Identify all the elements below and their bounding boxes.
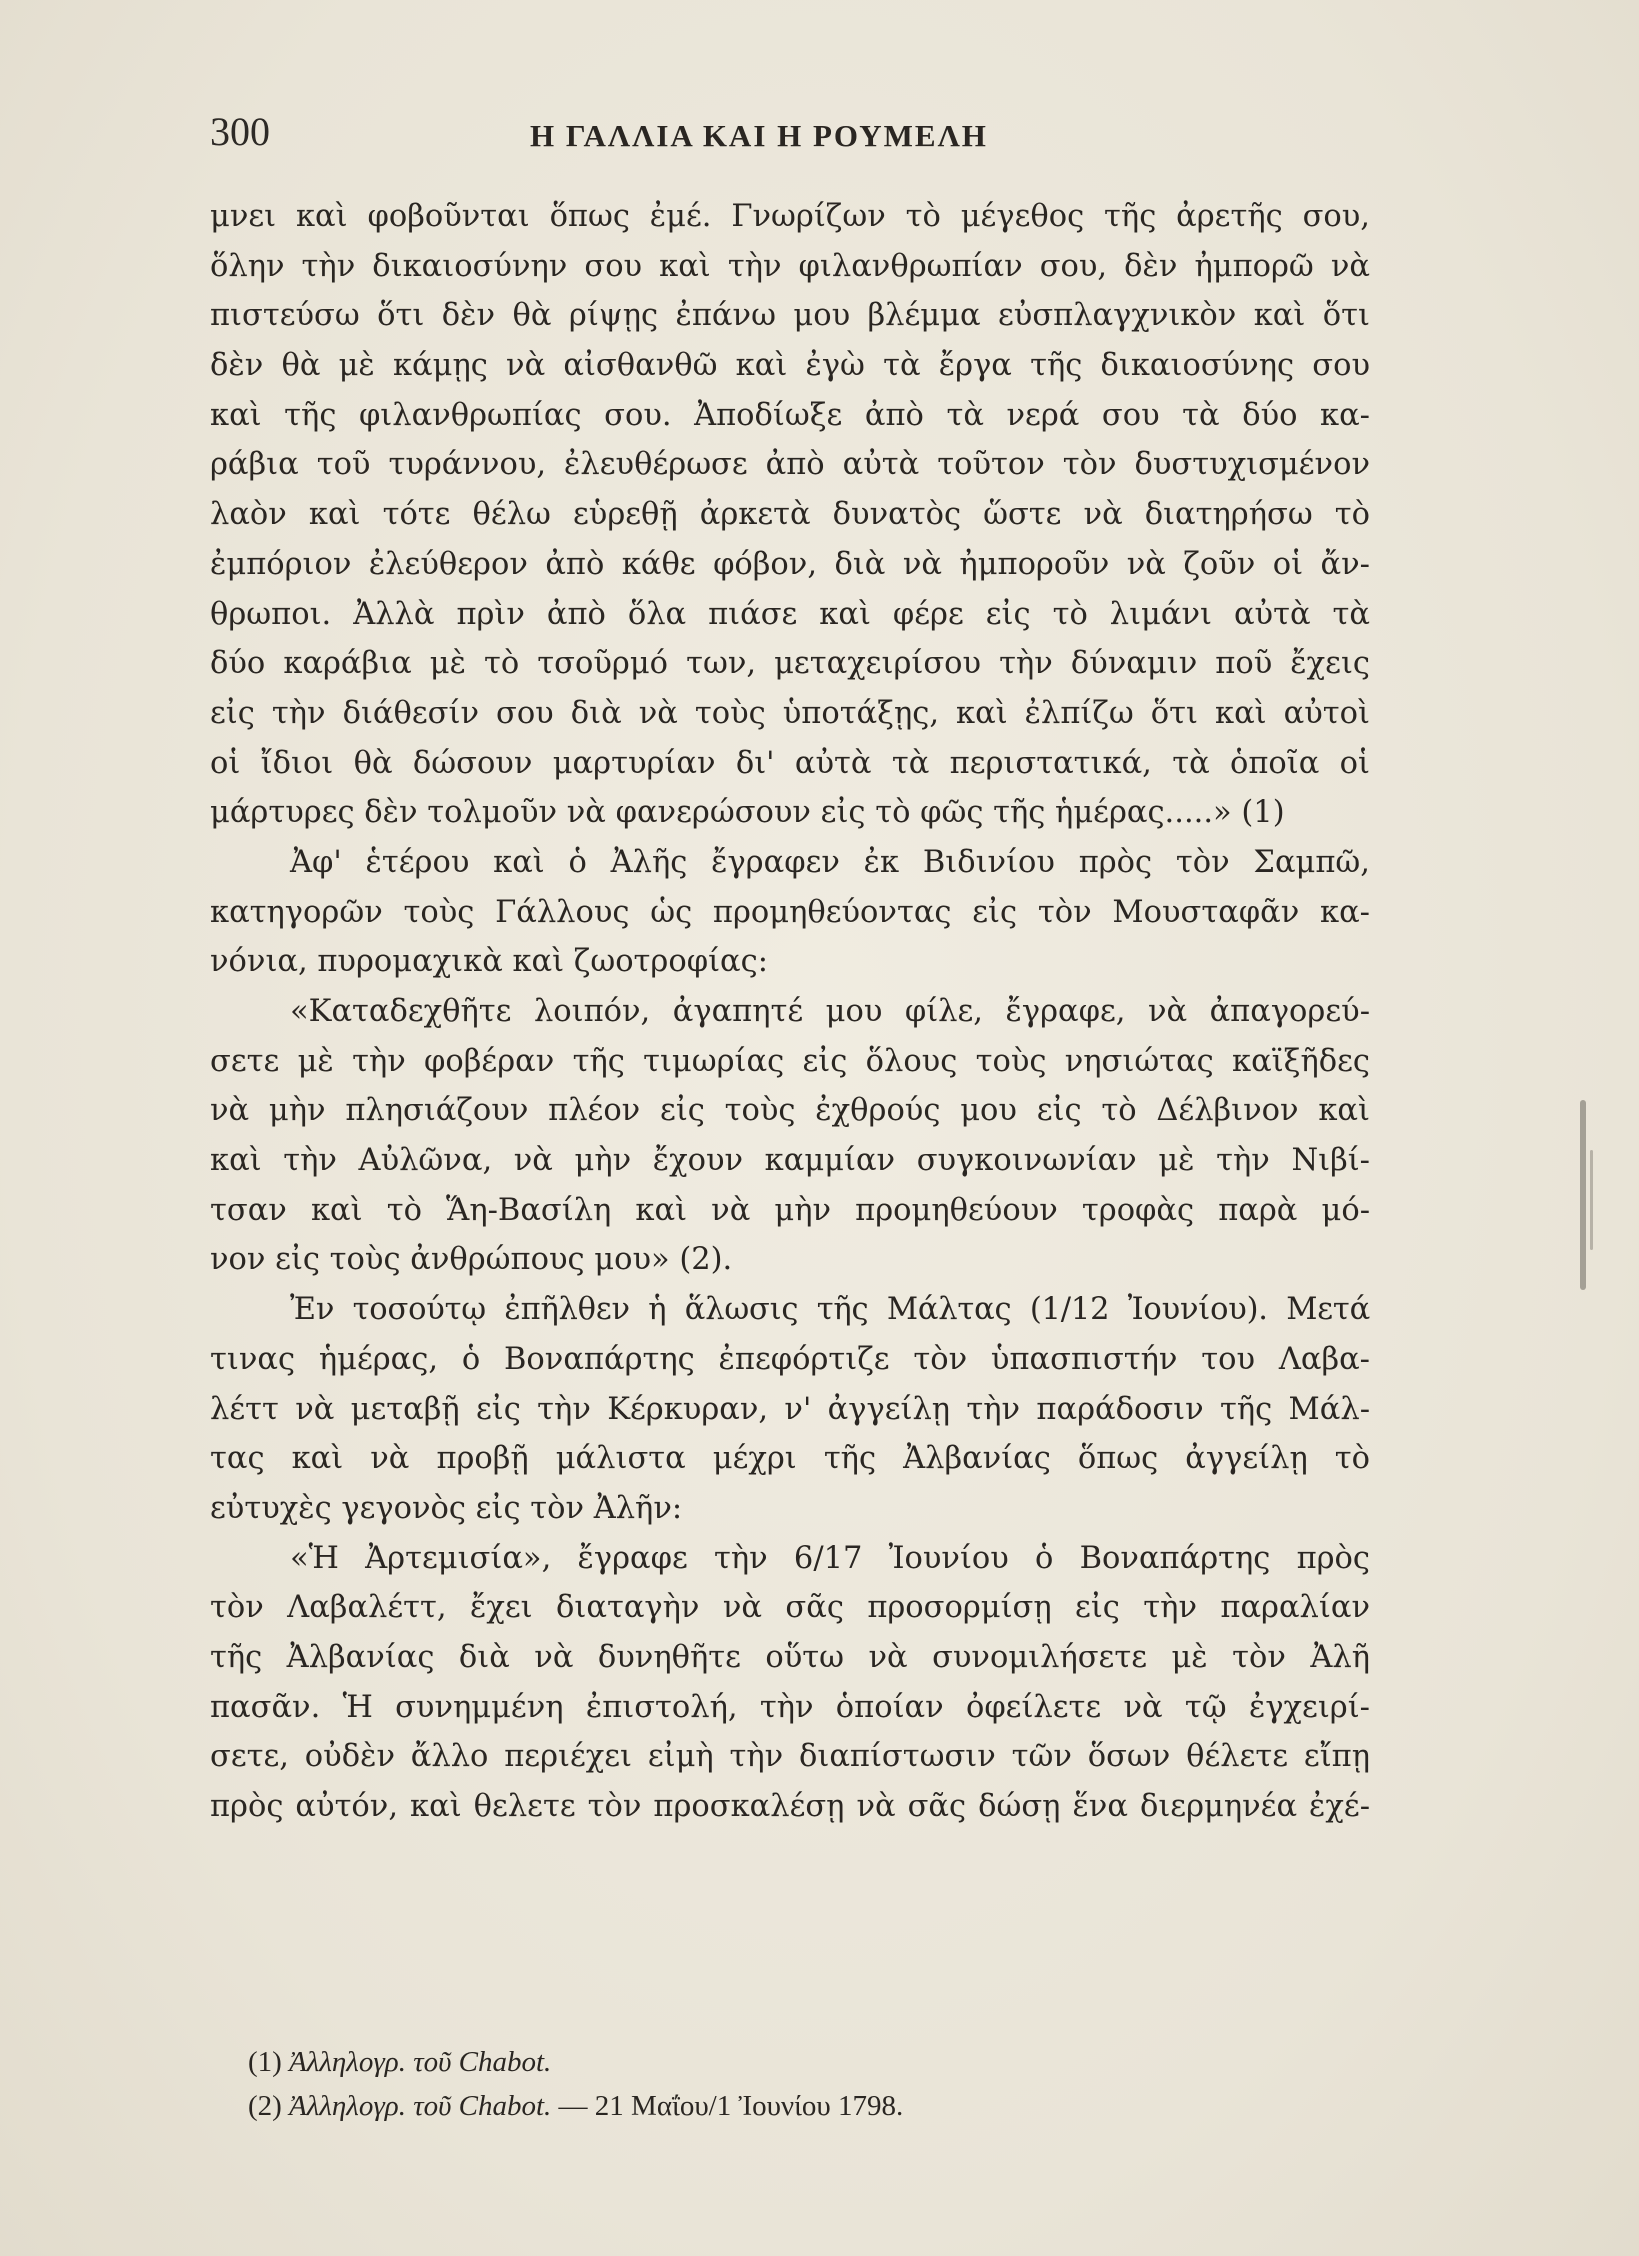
text-line: οἱ ἴδιοι θὰ δώσουν μαρτυρίαν δι' αὐτὰ τὰ περιστατικά, τὰ ὁποῖα οἱ bbox=[210, 745, 1370, 781]
footnote-marker: (1) bbox=[248, 2046, 282, 2078]
text-line: ὅλην τὴν δικαιοσύνην σου καὶ τὴν φιλανθρωπίαν σου, δὲν ἠμπορῶ νὰ bbox=[210, 248, 1370, 284]
text-line: τῆς Ἀλβανίας διὰ νὰ δυνηθῆτε οὕτω νὰ συνομιλήσετε μὲ τὸν Ἀλῆ bbox=[210, 1639, 1370, 1675]
footnote-source: Ἀλληλογρ. τοῦ Chabot. bbox=[289, 2090, 552, 2122]
text-line: μνει καὶ φοβοῦνται ὅπως ἐμέ. Γνωρίζων τὸ μέγεθος τῆς ἀρετῆς σου, bbox=[210, 199, 1370, 234]
text-line: νον εἰς τοὺς ἀνθρώπους μου» (2). bbox=[210, 1242, 733, 1278]
text-line: τὸν Λαβαλέττ, ἔχει διαταγὴν νὰ σᾶς προσορμίσῃ εἰς τὴν παραλίαν bbox=[210, 1590, 1370, 1626]
text-line: σετε μὲ τὴν φοβέραν τῆς τιμωρίας εἰς ὅλους τοὺς νησιώτας καϊξῆδες bbox=[210, 1043, 1370, 1079]
text-line: λέττ νὰ μεταβῇ εἰς τὴν Κέρκυραν, ν' ἀγγείλῃ τὴν παράδοσιν τῆς Μάλ- bbox=[210, 1391, 1370, 1427]
footnote-marker: (2) bbox=[248, 2090, 282, 2122]
text-line: τσαν καὶ τὸ Ἅη-Βασίλη καὶ νὰ μὴν προμηθεύουν τροφὰς παρὰ μό- bbox=[210, 1192, 1370, 1228]
text-line: καὶ τῆς φιλανθρωπίας σου. Ἀποδίωξε ἀπὸ τὰ νερά σου τὰ δύο κα- bbox=[210, 397, 1370, 433]
footnote-extra: — 21 Μαΐου/1 Ἰουνίου 1798. bbox=[558, 2090, 904, 2122]
text-line: πιστεύσω ὅτι δὲν θὰ ρίψῃς ἐπάνω μου βλέμμα εὐσπλαγχνικὸν καὶ ὅτι bbox=[210, 298, 1370, 334]
footnote bbox=[248, 2084, 1348, 2128]
text-line: «Ἡ Ἀρτεμισία», ἔγραφε τὴν 6/17 Ἰουνίου ὁ Βοναπάρτης πρὸς bbox=[290, 1540, 1370, 1576]
text-line: πρὸς αὐτόν, καὶ θελετε τὸν προσκαλέσῃ νὰ σᾶς δώσῃ ἕνα διερμηνέα ἐχέ- bbox=[210, 1789, 1370, 1824]
text-line: κατηγορῶν τοὺς Γάλλους ὡς προμηθεύοντας εἰς τὸν Μουσταφᾶν κα- bbox=[210, 894, 1370, 930]
body-text bbox=[210, 192, 1370, 1832]
text-line: δύο καράβια μὲ τὸ τσοῦρμό των, μεταχειρίσου τὴν δύναμιν ποῦ ἔχεις bbox=[210, 646, 1370, 682]
text-line: εὐτυχὲς γεγονὸς εἰς τὸν Ἀλῆν: bbox=[210, 1490, 683, 1526]
text-line: εἰς τὴν διάθεσίν σου διὰ νὰ τοὺς ὑποτάξῃς, καὶ ἐλπίζω ὅτι καὶ αὐτοὶ bbox=[210, 695, 1370, 731]
page-header bbox=[210, 108, 1380, 152]
text-line: νὰ μὴν πλησιάζουν πλέον εἰς τοὺς ἐχθρούς μου εἰς τὸ Δέλβινον καὶ bbox=[210, 1093, 1370, 1129]
text-line: τας καὶ νὰ προβῇ μάλιστα μέχρι τῆς Ἀλβανίας ὅπως ἀγγείλῃ τὸ bbox=[210, 1441, 1370, 1477]
text-line: Ἀφ' ἑτέρου καὶ ὁ Ἀλῆς ἔγραφεν ἐκ Βιδινίου πρὸς τὸν Σαμπῶ, bbox=[290, 844, 1370, 880]
running-head: Η ΓΑΛΛΙΑ ΚΑΙ Η ΡΟΥΜΕΛΗ bbox=[530, 118, 988, 153]
margin-pencil-mark bbox=[1590, 1150, 1593, 1250]
text-line: πασᾶν. Ἡ συνημμένη ἐπιστολή, τὴν ὁποίαν ὀφείλετε νὰ τῷ ἐγχειρί- bbox=[210, 1689, 1370, 1725]
text-line: ἐμπόριον ἐλεύθερον ἀπὸ κάθε φόβον, διὰ νὰ ἠμποροῦν νὰ ζοῦν οἱ ἄν- bbox=[210, 546, 1370, 582]
text-line: σετε, οὐδὲν ἄλλο περιέχει εἰμὴ τὴν διαπίστωσιν τῶν ὅσων θέλετε εἴπῃ bbox=[210, 1739, 1370, 1775]
text-line: θρωποι. Ἀλλὰ πρὶν ἀπὸ ὅλα πιάσε καὶ φέρε εἰς τὸ λιμάνι αὐτὰ τὰ bbox=[210, 596, 1370, 632]
text-line: Ἐν τοσούτῳ ἐπῆλθεν ἡ ἅλωσις τῆς Μάλτας (1/12 Ἰουνίου). Μετά bbox=[290, 1292, 1370, 1328]
text-line: νόνια, πυρομαχικὰ καὶ ζωοτροφίας: bbox=[210, 944, 768, 980]
page-number: 300 bbox=[210, 109, 270, 154]
footnotes bbox=[248, 2040, 1348, 2128]
text-line: δὲν θὰ μὲ κάμῃς νὰ αἰσθανθῶ καὶ ἐγὼ τὰ ἔργα τῆς δικαιοσύνης σου bbox=[210, 348, 1370, 384]
margin-pencil-mark bbox=[1580, 1100, 1586, 1290]
text-line: «Καταδεχθῆτε λοιπόν, ἀγαπητέ μου φίλε, ἔγραφε, νὰ ἀπαγορεύ- bbox=[290, 994, 1370, 1029]
text-line: μάρτυρες δὲν τολμοῦν νὰ φανερώσουν εἰς τὸ φῶς τῆς ἡμέρας.....» (1) bbox=[210, 795, 1285, 831]
footnote-source: Ἀλληλογρ. τοῦ Chabot. bbox=[289, 2046, 552, 2078]
footnote bbox=[248, 2040, 1348, 2084]
text-line: ράβια τοῦ τυράννου, ἐλευθέρωσε ἀπὸ αὐτὰ τοῦτον τὸν δυστυχισμένον bbox=[210, 447, 1370, 483]
text-line: λαὸν καὶ τότε θέλω εὑρεθῇ ἀρκετὰ δυνατὸς ὥστε νὰ διατηρήσω τὸ bbox=[210, 497, 1370, 533]
text-line: τινας ἡμέρας, ὁ Βοναπάρτης ἐπεφόρτιζε τὸν ὑπασπιστήν του Λαβα- bbox=[210, 1341, 1370, 1377]
text-line: καὶ τὴν Αὐλῶνα, νὰ μὴν ἔχουν καμμίαν συγκοινωνίαν μὲ τὴν Νιβί- bbox=[210, 1143, 1370, 1179]
